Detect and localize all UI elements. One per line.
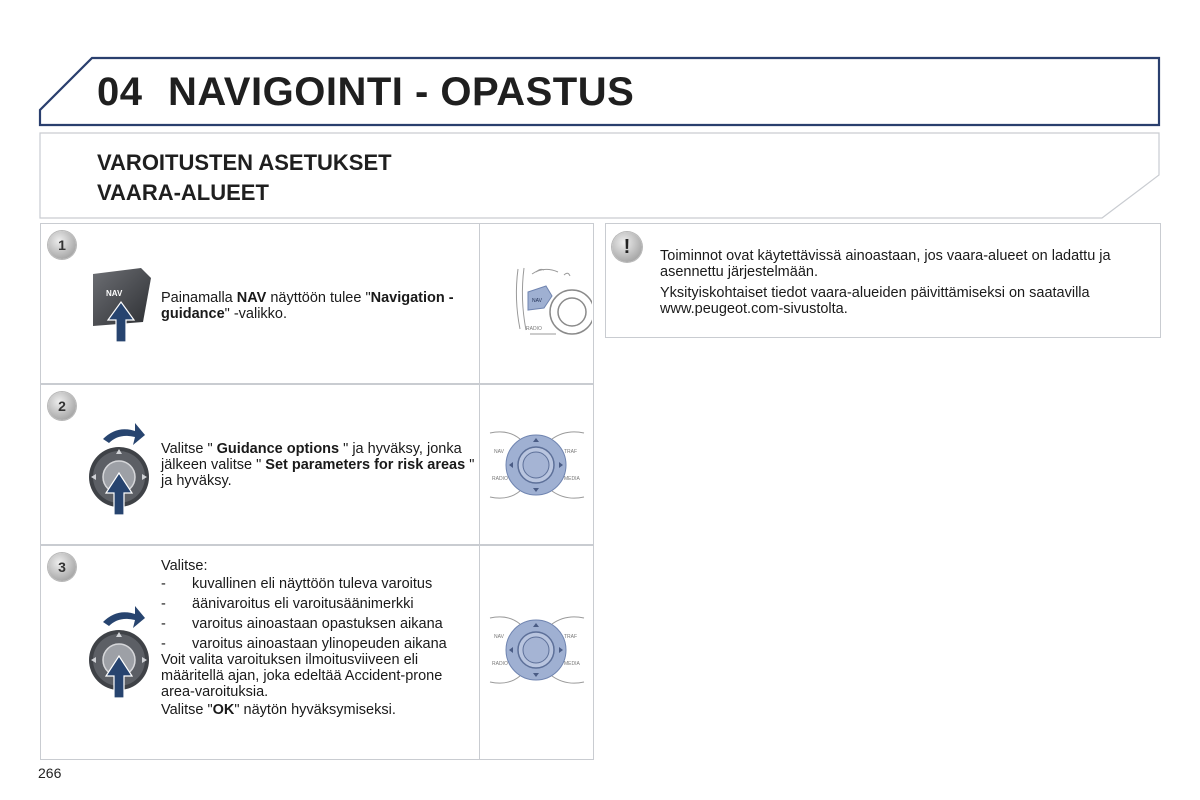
- step-2-text: Valitse " Guidance options " ja hyväksy, jonka jälkeen valitse " Set parameters for risk areas " ja hyväksy.: [161, 441, 475, 489]
- panel-label-radio: RADIO: [526, 326, 542, 332]
- step-2-illustration: [479, 385, 593, 544]
- note-text: [660, 248, 1155, 322]
- option-item: - varoitus ainoastaan ylinopeuden aikana: [161, 636, 447, 652]
- panel-label-media: MEDIA: [564, 476, 580, 482]
- dial-panel-icon: [480, 546, 592, 759]
- ok-instruction: Valitse "OK" näytön hyväksymiseksi.: [161, 702, 396, 718]
- panel-label-nav: NAV: [494, 449, 504, 455]
- chapter-number: 04: [97, 70, 143, 114]
- dial-panel-icon: [480, 385, 592, 544]
- panel-label-traf: TRAF: [564, 449, 578, 455]
- bullet-dash: -: [161, 596, 166, 612]
- option-item: - varoitus ainoastaan opastuksen aikana: [161, 616, 443, 632]
- control-panel-icon: [480, 224, 592, 383]
- rotary-dial-icon: [85, 417, 165, 517]
- bullet-dash: -: [161, 636, 166, 652]
- panel-label-nav: NAV: [494, 634, 504, 640]
- step-3-illustration: [479, 546, 593, 759]
- step-1: [40, 223, 594, 384]
- note-box: [605, 223, 1161, 338]
- step-3: [40, 545, 594, 760]
- step-3-intro: Valitse:: [161, 558, 208, 574]
- step-1-text: Painamalla NAV näyttöön tulee "Navigation - guidance" -valikko.: [161, 290, 454, 322]
- panel-label-nav: NAV: [532, 298, 542, 304]
- section-subtitle: VAARA-ALUEET: [97, 180, 269, 205]
- panel-label-radio: RADIO: [492, 661, 508, 667]
- step-number-badge: 3: [48, 553, 76, 581]
- option-item: - äänivaroitus eli varoitusäänimerkki: [161, 596, 414, 612]
- note-paragraph: Yksityiskohtaiset tiedot vaara-alueiden päivittämiseksi on saatavilla www.peugeot.com-sivustolta.: [660, 285, 1090, 317]
- page-number: 266: [38, 765, 62, 781]
- rotary-dial-icon: [85, 600, 165, 710]
- note-paragraph: Toiminnot ovat käytettävissä ainoastaan, jos vaara-alueet on ladattu ja asennettu järjestelmään.: [660, 248, 1111, 280]
- delay-paragraph: Voit valita varoituksen ilmoitusviiveen eli määritellä ajan, joka edeltää Accident-prone area-varoituksia.: [161, 652, 443, 700]
- step-2: [40, 384, 594, 545]
- nav-button-icon: [81, 264, 161, 344]
- panel-label-traf: TRAF: [564, 634, 578, 640]
- nav-button-label: NAV: [106, 289, 123, 298]
- step-number-badge: 2: [48, 392, 76, 420]
- bullet-dash: -: [161, 616, 166, 632]
- panel-label-radio: RADIO: [492, 476, 508, 482]
- bullet-dash: -: [161, 576, 166, 592]
- step-1-illustration: [479, 224, 593, 383]
- warning-icon: !: [612, 232, 642, 262]
- section-title: VAROITUSTEN ASETUKSET: [97, 150, 392, 175]
- chapter-title: NAVIGOINTI - OPASTUS: [168, 70, 635, 114]
- option-list: [161, 576, 476, 652]
- panel-label-media: MEDIA: [564, 661, 580, 667]
- step-3-text: [161, 558, 476, 720]
- option-item: - kuvallinen eli näyttöön tuleva varoitus: [161, 576, 433, 592]
- step-number-badge: 1: [48, 231, 76, 259]
